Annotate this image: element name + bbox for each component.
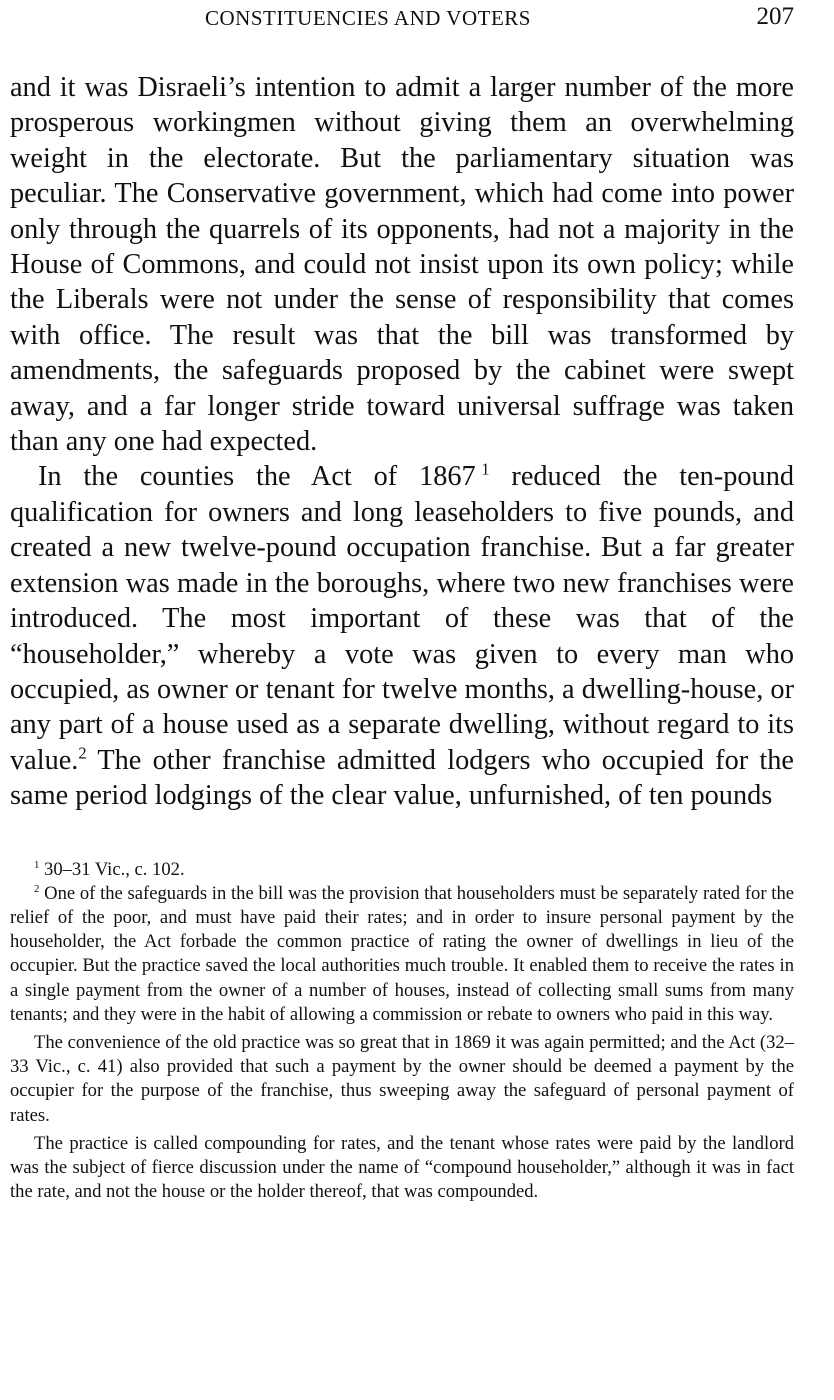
paragraph-1: and it was Disraeli’s intention to admit a larger number of the more prosperous workingmen without giving them an overwhelming weight in the electorate. But the parliamentary situation was peculiar. The Conservative government, which had come into power only through the quarrels of its opponents, had not a majority in the House of Commons, and could not insist upon its own policy; while the Liberals were not under the sense of responsibility that comes with office. The result was that the bill was transformed by amendments, the safeguards proposed by the cabinet were swept away, and a far longer stride toward universal suffrage was taken than any one had expected. bbox=[10, 72, 794, 458]
book-page bbox=[10, 0, 794, 1204]
footnote-2-text: One of the safeguards in the bill was the provision that householders must be separately rated for the relief of the poor, and must have paid their rates; and in order to insure personal payment by the householder, the Act forbade the common practice of rating the owner of dwellings in lieu of the occupier. But the practice saved the local authorities much trouble. It enabled them to receive the rates in a single payment from the owner of a number of houses, instead of collecting small sums from many tenants; and they were in the habit of allowing a commission or rebate to owners who paid in this way. bbox=[10, 882, 794, 1025]
footnote-2-paragraph-3: The practice is called compounding for rates, and the tenant whose rates were paid by the landlord was the subject of fierce discussion under the name of “compound householder,” although it was in fact the rate, and not the house or the holder thereof, that was compounded. bbox=[10, 1132, 794, 1203]
body-text bbox=[10, 70, 794, 814]
footnote-1-mark: 1 bbox=[34, 858, 40, 871]
paragraph-2 bbox=[10, 459, 794, 813]
page-number: 207 bbox=[756, 3, 794, 30]
paragraph-2-part-1: In the counties the Act of 1867 bbox=[38, 461, 476, 493]
paragraph-2-part-3: The other franchise admitted lodgers who occupied for the same period lodgings of the clear value, unfurnished, of ten pounds bbox=[10, 744, 794, 812]
footnote-ref-1[interactable]: 1 bbox=[481, 460, 490, 480]
footnotes bbox=[10, 858, 794, 1205]
footnote-2-paragraph-2: The convenience of the old practice was so great that in 1869 it was again permitted; and the Act (32–33 Vic., c. 41) also provided that such a payment by the owner should be deemed a payment by the occupier for the purpose of the franchise, thus sweeping away the safeguard of personal payment of rates. bbox=[10, 1031, 794, 1126]
running-title: CONSTITUENCIES AND VOTERS bbox=[205, 6, 531, 30]
footnote-ref-2[interactable]: 2 bbox=[78, 743, 87, 763]
footnote-1 bbox=[10, 858, 794, 882]
footnote-2-mark: 2 bbox=[34, 882, 40, 895]
footnote-1-text: 30–31 Vic., c. 102. bbox=[39, 858, 185, 880]
running-head bbox=[10, 0, 794, 36]
paragraph-2-part-2: reduced the ten-pound qualification for owners and long leaseholders to five pounds, and created a new twelve-pound occupation franchise. But a far greater extension was made in the boroughs, where two new franchises were introduced. The most important of these was that of the “householder,” whereby a vote was given to every man who occupied, as owner or tenant for twelve months, a dwelling-house, or any part of a house used as a separate dwelling, without regard to its value. bbox=[10, 461, 794, 776]
footnote-2 bbox=[10, 882, 794, 1027]
